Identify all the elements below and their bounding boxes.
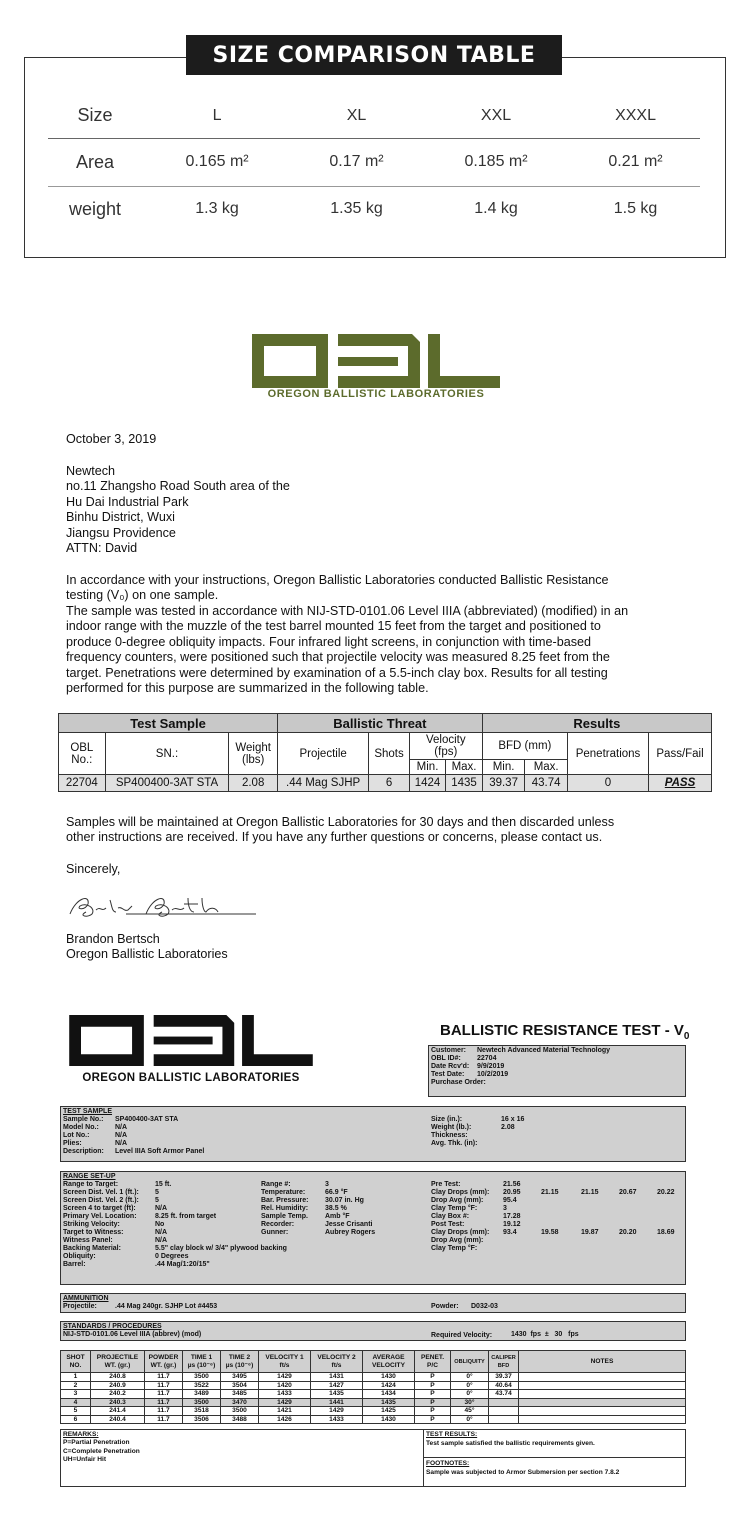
- shot-cell: 1433: [259, 1390, 311, 1399]
- cell-vmax: 1435: [446, 775, 483, 792]
- shot-cell: 1434: [363, 1390, 415, 1399]
- shots-header: NOTES: [519, 1351, 686, 1373]
- size-cell: 1.4 kg: [474, 200, 518, 218]
- size-cell: 1.35 kg: [330, 200, 383, 218]
- shot-cell: [489, 1415, 519, 1424]
- range-right-label: Clay Drops (mm):: [431, 1189, 490, 1196]
- size-cell: 0.185 m²: [421, 138, 571, 186]
- range-label: Obliquity:: [63, 1253, 96, 1260]
- range-mid-value: 66.9 °F: [325, 1189, 348, 1196]
- size-cell: 1.5 kg: [613, 200, 658, 218]
- h-pass-fail: Pass/Fail: [649, 733, 712, 775]
- shot-cell: P: [415, 1415, 451, 1424]
- shot-cell: 43.74: [489, 1390, 519, 1399]
- range-right-value: 95.4: [503, 1197, 517, 1204]
- shot-cell: [489, 1407, 519, 1416]
- shot-cell: [519, 1390, 686, 1399]
- ts-r-label: Thickness:: [431, 1132, 468, 1139]
- shot-cell: 3: [61, 1390, 91, 1399]
- range-setup-box: [60, 1171, 686, 1285]
- shot-cell: 3485: [221, 1390, 259, 1399]
- cell-sn: SP400400-3AT STA: [105, 775, 229, 792]
- range-mid-label: Range #:: [261, 1181, 291, 1188]
- letter-body-2-text: The sample was tested in accordance with NIJ-STD-0101.06 Level IIIA (abbreviated) (modified) in an indoor range with the muzzle of the test barrel mounted 15 feet from the target and positioned to produce 0-degree obliquity impacts. Four infrared light screens, in conjunction with time-based frequency counters, were positioned such that projectile velocity was measured 8.25 feet from the target. Penetrations were determined by examination of a 5.5-inch clay box. Results for all testing performed for this purpose are summarized in the following table.: [66, 604, 629, 696]
- size-cell: 0.21 m²: [571, 138, 700, 186]
- range-value: 0 Degrees: [155, 1253, 189, 1260]
- req-velocity-value: 1430 fps ± 30 fps: [511, 1331, 579, 1338]
- shot-cell: [489, 1398, 519, 1407]
- shot-cell: 0°: [451, 1390, 489, 1399]
- shot-cell: 30°: [451, 1398, 489, 1407]
- h-obl: OBL No.:: [59, 733, 106, 775]
- range-mid-value: Jesse Crisanti: [325, 1221, 373, 1228]
- shot-row: [61, 1381, 686, 1390]
- shots-header: SHOT NO.: [61, 1351, 91, 1373]
- range-value: 15 ft.: [155, 1181, 172, 1188]
- shot-cell: 1430: [363, 1373, 415, 1382]
- range-mid-value: 30.07 in. Hg: [325, 1197, 364, 1204]
- range-mid-label: Gunner:: [261, 1229, 289, 1236]
- remarks: [63, 1431, 140, 1465]
- group-ballistic-threat: Ballistic Threat: [278, 714, 483, 733]
- range-value: .44 Mag/1:20/15": [155, 1261, 210, 1268]
- customer-value: 9/9/2019: [477, 1063, 505, 1070]
- shot-cell: 11.7: [145, 1381, 183, 1390]
- size-comparison-table: [48, 94, 700, 232]
- shot-cell: 240.9: [91, 1381, 145, 1390]
- range-right-value: 21.56: [503, 1181, 521, 1188]
- letter-address: [66, 464, 290, 556]
- results-header-row: [59, 733, 712, 760]
- shot-cell: P: [415, 1390, 451, 1399]
- letter-sincerely-text: Sincerely,: [66, 862, 121, 876]
- ts-value: N/A: [115, 1124, 128, 1131]
- shot-cell: 0°: [451, 1381, 489, 1390]
- shot-cell: 1427: [311, 1381, 363, 1390]
- customer-label: Date Rcv'd:: [431, 1063, 470, 1070]
- shots-header: POWDER WT. (gr.): [145, 1351, 183, 1373]
- shot-cell: 1435: [363, 1398, 415, 1407]
- ts-value: SP400400-3AT STA: [115, 1116, 179, 1123]
- ammo-heading: AMMUNITION: [63, 1295, 109, 1302]
- shot-row: [61, 1373, 686, 1382]
- ts-label: Lot No.:: [63, 1132, 90, 1139]
- range-right-value: 19.12: [503, 1221, 521, 1228]
- size-cell: 0.17 m²: [292, 138, 421, 186]
- shot-cell: 11.7: [145, 1407, 183, 1416]
- shot-cell: 1433: [311, 1415, 363, 1424]
- range-right-value: 20.95: [503, 1189, 521, 1196]
- range-right-label: Post Test:: [431, 1221, 465, 1228]
- range-right-value: 3: [503, 1205, 507, 1212]
- range-value: N/A: [155, 1205, 168, 1212]
- test-sample-right-values: [501, 1116, 524, 1132]
- ts-r-value: 2.08: [501, 1124, 515, 1131]
- size-header-row: [48, 94, 700, 138]
- shot-cell: P: [415, 1407, 451, 1416]
- size-weight-row: [48, 186, 700, 232]
- size-header-cell: L: [142, 94, 292, 138]
- letter-closing: [66, 815, 614, 846]
- range-mid-labels: [261, 1181, 308, 1237]
- cell-weight: 2.08: [229, 775, 278, 792]
- results-footnotes: [423, 1430, 685, 1486]
- test-sample-right-labels: [431, 1116, 477, 1148]
- range-right-label: Clay Temp °F:: [431, 1245, 478, 1252]
- h-velocity: Velocity (fps): [409, 733, 482, 760]
- post-drop: 19.87: [581, 1229, 599, 1236]
- range-value: N/A: [155, 1229, 168, 1236]
- shots-header: TIME 2 µs (10⁻⁶): [221, 1351, 259, 1373]
- results-group-row: [59, 714, 712, 733]
- shot-cell: [519, 1407, 686, 1416]
- signer-org: Oregon Ballistic Laboratories: [66, 947, 228, 962]
- cell-projectile: .44 Mag SJHP: [278, 775, 369, 792]
- test-results-text: Test sample satisfied the ballistic requirements given.: [426, 1440, 595, 1447]
- size-cell: weight: [68, 198, 122, 219]
- standards-heading: STANDARDS / PROCEDURES: [63, 1323, 162, 1330]
- remarks-heading: REMARKS:: [63, 1431, 99, 1438]
- test-sample-box: [60, 1106, 686, 1162]
- powder-value: D032-03: [471, 1303, 498, 1310]
- h-bfd-min: Min.: [482, 760, 525, 775]
- customer-label: Test Date:: [431, 1071, 465, 1078]
- range-right-value: 93.4: [503, 1229, 517, 1236]
- range-label: Witness Panel:: [63, 1237, 113, 1244]
- shots-header: VELOCITY 2 ft/s: [311, 1351, 363, 1373]
- remarks-line: C=Complete Penetration: [63, 1447, 140, 1455]
- range-right-values: [503, 1181, 521, 1237]
- shot-cell: 40.64: [489, 1381, 519, 1390]
- shot-cell: 1425: [363, 1407, 415, 1416]
- range-label: Screen Dist. Vel. 2 (ft.):: [63, 1197, 139, 1204]
- shot-cell: 1424: [363, 1381, 415, 1390]
- letter-signer: [66, 932, 228, 963]
- range-mid-label: Rel. Humidity:: [261, 1205, 309, 1212]
- range-right-label: Clay Temp °F:: [431, 1205, 478, 1212]
- size-header-cell: Size: [48, 94, 142, 138]
- cell-vmin: 1424: [409, 775, 446, 792]
- signature: [66, 888, 266, 924]
- ammo-value: .44 Mag 240gr. SJHP Lot #4453: [115, 1303, 218, 1310]
- range-value: 5.5" clay block w/ 3/4" plywood backing: [155, 1245, 287, 1252]
- shots-header: CALIPER BFD: [489, 1351, 519, 1373]
- ts-r-value: 16 x 16: [501, 1116, 525, 1123]
- shot-cell: 1420: [259, 1381, 311, 1390]
- shot-cell: 1421: [259, 1407, 311, 1416]
- customer-label: Customer:: [431, 1047, 467, 1054]
- shot-cell: 2: [61, 1381, 91, 1390]
- shots-header: OBLIQUITY: [451, 1351, 489, 1373]
- letter-address-text: Newtech no.11 Zhangsho Road South area of the Hu Dai Industrial Park Binhu District, Wuxi Jiangsu Providence ATTN: David: [66, 464, 290, 556]
- test-sample-labels: [63, 1116, 104, 1156]
- range-right-label: Clay Box #:: [431, 1213, 470, 1220]
- cell-pass: PASS: [649, 775, 712, 792]
- range-label: Barrel:: [63, 1261, 86, 1268]
- range-right-labels: [431, 1181, 489, 1253]
- ammo-label: Projectile:: [63, 1303, 97, 1310]
- range-right-label: Drop Avg (mm):: [431, 1197, 484, 1204]
- shot-cell: 1429: [259, 1398, 311, 1407]
- ts-label: Sample No.:: [63, 1116, 104, 1123]
- letter-body-2: [66, 604, 628, 696]
- customer-value: 22704: [477, 1055, 497, 1062]
- h-vel-min: Min.: [409, 760, 446, 775]
- report-title: [440, 1022, 689, 1042]
- cell-shots: 6: [369, 775, 410, 792]
- shot-cell: 45°: [451, 1407, 489, 1416]
- shot-cell: 6: [61, 1415, 91, 1424]
- report-title-sub: 0: [683, 1031, 690, 1042]
- range-value: No: [155, 1221, 165, 1228]
- range-label: Range to Target:: [63, 1181, 119, 1188]
- ts-value: N/A: [115, 1132, 128, 1139]
- shot-cell: 1429: [311, 1407, 363, 1416]
- shot-cell: P: [415, 1381, 451, 1390]
- shot-cell: 1431: [311, 1373, 363, 1382]
- shot-cell: 240.4: [91, 1415, 145, 1424]
- range-mid-value: Amb °F: [325, 1213, 350, 1220]
- ts-value: Level IIIA Soft Armor Panel: [115, 1148, 205, 1155]
- shots-header: AVERAGE VELOCITY: [363, 1351, 415, 1373]
- shot-cell: 1441: [311, 1398, 363, 1407]
- results-table: [58, 713, 712, 792]
- h-bfd-max: Max.: [525, 760, 568, 775]
- letter-closing-text: Samples will be maintained at Oregon Ballistic Laboratories for 30 days and then discarded unless other instructions are received. If you have any further questions or concerns, please contact us.: [66, 815, 615, 845]
- range-mid-values: [325, 1181, 375, 1237]
- shot-cell: 240.8: [91, 1373, 145, 1382]
- cell-pen: 0: [567, 775, 648, 792]
- ts-r-label: Avg. Thk. (in):: [431, 1140, 478, 1147]
- standards-box: [60, 1321, 686, 1341]
- shot-cell: 3504: [221, 1381, 259, 1390]
- h-penetrations: Penetrations: [567, 733, 648, 775]
- obl-logo-black: [68, 1013, 314, 1068]
- shot-cell: 11.7: [145, 1398, 183, 1407]
- test-sample-heading: TEST SAMPLE: [63, 1108, 113, 1115]
- signer-name: Brandon Bertsch: [66, 932, 160, 946]
- obl-logo-green: [252, 330, 500, 392]
- letter-sincerely: [66, 862, 120, 877]
- shot-cell: [519, 1398, 686, 1407]
- shot-cell: 0°: [451, 1373, 489, 1382]
- shot-cell: 1429: [259, 1373, 311, 1382]
- test-results-heading: TEST RESULTS:: [426, 1431, 478, 1438]
- shot-cell: 3489: [183, 1390, 221, 1399]
- shot-cell: 3506: [183, 1415, 221, 1424]
- size-cell: 0.165 m²: [142, 138, 292, 186]
- customer-label: Purchase Order:: [431, 1079, 486, 1086]
- pre-drop: 21.15: [581, 1189, 599, 1196]
- size-area-row: [48, 138, 700, 186]
- shot-cell: 1426: [259, 1415, 311, 1424]
- range-value: N/A: [155, 1237, 168, 1244]
- customer-value: 10/2/2019: [477, 1071, 509, 1078]
- size-header-cell: XXXL: [571, 94, 700, 138]
- shot-cell: 4: [61, 1398, 91, 1407]
- shot-cell: 0°: [451, 1415, 489, 1424]
- shot-cell: [519, 1381, 686, 1390]
- remarks-line: P=Partial Penetration: [63, 1439, 130, 1447]
- shot-cell: 3495: [221, 1373, 259, 1382]
- shot-cell: 11.7: [145, 1390, 183, 1399]
- shot-cell: 3500: [183, 1398, 221, 1407]
- range-value: 5: [155, 1189, 159, 1196]
- shot-cell: 240.2: [91, 1390, 145, 1399]
- shot-cell: 240.3: [91, 1398, 145, 1407]
- pre-drop: 21.15: [541, 1189, 559, 1196]
- h-sn: SN.:: [105, 733, 229, 775]
- shot-cell: 1430: [363, 1415, 415, 1424]
- cell-bmax: 43.74: [525, 775, 568, 792]
- ts-value: N/A: [115, 1140, 128, 1147]
- range-value: 5: [155, 1197, 159, 1204]
- range-label: Primary Vel. Location:: [63, 1213, 137, 1220]
- customer-value: Newtech Advanced Material Technology: [477, 1047, 611, 1054]
- range-label: Screen Dist. Vel. 1 (ft.):: [63, 1189, 139, 1196]
- range-value: 8.25 ft. from target: [155, 1213, 217, 1220]
- shot-row: [61, 1398, 686, 1407]
- shots-table: [60, 1350, 686, 1424]
- range-mid-value: 3: [325, 1181, 329, 1188]
- group-results: Results: [482, 714, 711, 733]
- range-mid-value: Aubrey Rogers: [325, 1229, 376, 1236]
- letter-body-1-text: In accordance with your instructions, Oregon Ballistic Laboratories conducted Ballistic Resistance testing (V₀) on one sample.: [66, 573, 609, 603]
- shot-cell: 1435: [311, 1390, 363, 1399]
- size-cell: 1.3 kg: [195, 200, 239, 218]
- range-mid-label: Sample Temp.: [261, 1213, 308, 1220]
- post-drop: 19.58: [541, 1229, 559, 1236]
- standards-value: NIJ-STD-0101.06 Level IIIA (abbrev) (mod): [63, 1331, 202, 1338]
- h-vel-max: Max.: [446, 760, 483, 775]
- letter-date-text: October 3, 2019: [66, 432, 157, 446]
- range-heading: RANGE SET-UP: [63, 1173, 116, 1180]
- shot-cell: 3500: [221, 1407, 259, 1416]
- results-data-row: [59, 775, 712, 792]
- shot-cell: P: [415, 1398, 451, 1407]
- h-shots: Shots: [369, 733, 410, 775]
- shot-cell: 5: [61, 1407, 91, 1416]
- req-velocity-label: Required Velocity:: [431, 1332, 493, 1339]
- shot-cell: 3500: [183, 1373, 221, 1382]
- shot-cell: [519, 1415, 686, 1424]
- shot-cell: 39.37: [489, 1373, 519, 1382]
- shot-cell: 11.7: [145, 1373, 183, 1382]
- cell-obl: 22704: [59, 775, 106, 792]
- customer-box: [428, 1045, 686, 1097]
- range-label: Target to Witness:: [63, 1229, 124, 1236]
- range-label: Striking Velocity:: [63, 1221, 120, 1228]
- ts-label: Model No.:: [63, 1124, 99, 1131]
- shot-cell: 11.7: [145, 1415, 183, 1424]
- post-drop: 20.20: [619, 1229, 637, 1236]
- customer-values: [477, 1047, 610, 1079]
- footnotes-text: Sample was subjected to Armor Submersion per section 7.8.2: [426, 1469, 620, 1476]
- shot-cell: 3518: [183, 1407, 221, 1416]
- powder-label: Powder:: [431, 1303, 459, 1310]
- post-drop: 18.69: [657, 1229, 675, 1236]
- pre-drop: 20.22: [657, 1189, 675, 1196]
- range-right-label: Clay Drops (mm):: [431, 1229, 490, 1236]
- remarks-line: UH=Unfair Hit: [63, 1456, 107, 1464]
- range-mid-label: Temperature:: [261, 1189, 306, 1196]
- size-cell: Area: [48, 138, 142, 186]
- shot-cell: P: [415, 1373, 451, 1382]
- shots-header: PENET. P/C: [415, 1351, 451, 1373]
- shot-cell: 3470: [221, 1398, 259, 1407]
- ts-label: Description:: [63, 1148, 104, 1155]
- shots-header: TIME 1 µs (10⁻⁶): [183, 1351, 221, 1373]
- shot-cell: 3488: [221, 1415, 259, 1424]
- shot-row: [61, 1415, 686, 1424]
- group-test-sample: Test Sample: [59, 714, 278, 733]
- shots-header-row: [61, 1351, 686, 1373]
- range-right-value: 17.28: [503, 1213, 521, 1220]
- size-header-cell: XXL: [421, 94, 571, 138]
- range-labels: [63, 1181, 139, 1269]
- size-header-cell: XL: [292, 94, 421, 138]
- letter-date: [66, 432, 156, 447]
- customer-label: OBL ID#:: [431, 1055, 461, 1062]
- shot-row: [61, 1407, 686, 1416]
- ts-r-label: Size (in.):: [431, 1116, 463, 1123]
- report-title-text: BALLISTIC RESISTANCE TEST - V: [440, 1022, 684, 1039]
- obl-name-green: OREGON BALLISTIC LABORATORIES: [267, 388, 485, 400]
- ts-r-label: Weight (lb.):: [431, 1124, 472, 1131]
- shot-cell: 3522: [183, 1381, 221, 1390]
- size-comparison-title: SIZE COMPARISON TABLE: [186, 35, 562, 75]
- pre-drop: 20.67: [619, 1189, 637, 1196]
- range-label: Backing Material:: [63, 1245, 121, 1252]
- remarks-box: [60, 1429, 686, 1487]
- range-mid-value: 38.5 %: [325, 1205, 347, 1212]
- ammunition-box: [60, 1293, 686, 1313]
- letter-body-1: [66, 573, 609, 604]
- h-weight: Weight (lbs): [229, 733, 278, 775]
- shot-row: [61, 1390, 686, 1399]
- h-projectile: Projectile: [278, 733, 369, 775]
- range-label: Screen 4 to target (ft):: [63, 1205, 136, 1212]
- shots-header: PROJECTILE WT. (gr.): [91, 1351, 145, 1373]
- shot-cell: 241.4: [91, 1407, 145, 1416]
- range-mid-label: Bar. Pressure:: [261, 1197, 309, 1204]
- footnotes-heading: FOOTNOTES:: [426, 1460, 470, 1467]
- h-bfd: BFD (mm): [482, 733, 567, 760]
- shots-header: VELOCITY 1 ft/s: [259, 1351, 311, 1373]
- obl-name-black: OREGON BALLISTIC LABORATORIES: [82, 1072, 300, 1084]
- range-right-label: Drop Avg (mm):: [431, 1237, 484, 1244]
- shot-cell: 1: [61, 1373, 91, 1382]
- range-mid-label: Recorder:: [261, 1221, 295, 1228]
- test-sample-values: [115, 1116, 204, 1156]
- range-right-label: Pre Test:: [431, 1181, 461, 1188]
- shot-cell: [519, 1373, 686, 1382]
- cell-bmin: 39.37: [482, 775, 525, 792]
- ts-label: Plies:: [63, 1140, 82, 1147]
